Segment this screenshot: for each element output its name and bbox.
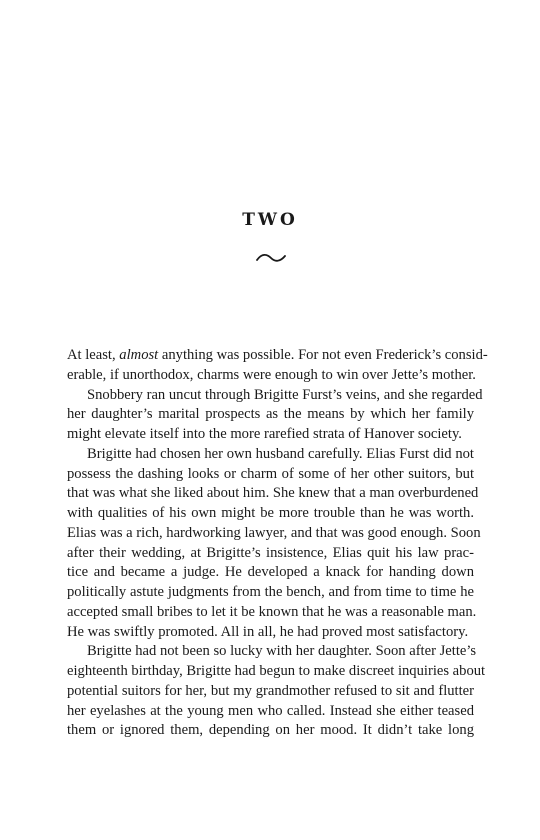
- emphasis-word: almost: [119, 347, 159, 363]
- text-line: might elevate itself into the more rarefied strata of Hanover society.: [67, 426, 462, 442]
- text-line: Brigitte had not been so lucky with her daughter. Soon after Jette’s: [87, 643, 477, 660]
- swash-ornament-icon: [255, 251, 287, 265]
- text-line: them or ignored them, depending on her mood. It didn’t take long: [67, 722, 474, 739]
- text-line: that was what she liked about him. She knew that a man overburdened: [67, 485, 479, 502]
- text-line: He was swiftly promoted. All in all, he had proved most satisfactory.: [67, 623, 469, 640]
- text-line: her eyelashes at the young men who called. Instead she either teased: [67, 702, 474, 719]
- text-line: At least, almost anything was possible. For not even Frederick’s consid-: [67, 347, 488, 363]
- text-line: Brigitte had chosen her own husband carefully. Elias Furst did not: [87, 445, 474, 462]
- text-line: with qualities of his own might be more trouble than he was worth.: [67, 505, 474, 521]
- text-line: erable, if unorthodox, charms were enough to win over Jette’s mother.: [67, 366, 476, 383]
- chapter-body-text: [67, 346, 488, 741]
- text-line: tice and became a judge. He developed a knack for handing down: [67, 564, 474, 581]
- text-line: her daughter’s marital prospects as the means by which her family: [67, 406, 474, 423]
- text-line: potential suitors for her, but my grandmother refused to sit and flutter: [67, 682, 474, 699]
- text-line: eighteenth birthday, Brigitte had begun to make discreet inquiries about: [67, 663, 486, 679]
- text-line: politically astute judgments from the bench, and from time to time he: [67, 584, 474, 600]
- text-line: accepted small bribes to let it be known that he was a reasonable man.: [67, 603, 477, 620]
- text-line: Elias was a rich, hardworking lawyer, and that was good enough. Soon: [67, 524, 481, 541]
- text-line: after their wedding, at Brigitte’s insistence, Elias quit his law prac-: [67, 544, 474, 561]
- text-line: possess the dashing looks or charm of some of her other suitors, but: [67, 465, 474, 482]
- text-line: Snobbery ran uncut through Brigitte Furst’s veins, and she regarded: [87, 386, 483, 403]
- chapter-title: TWO: [242, 210, 298, 230]
